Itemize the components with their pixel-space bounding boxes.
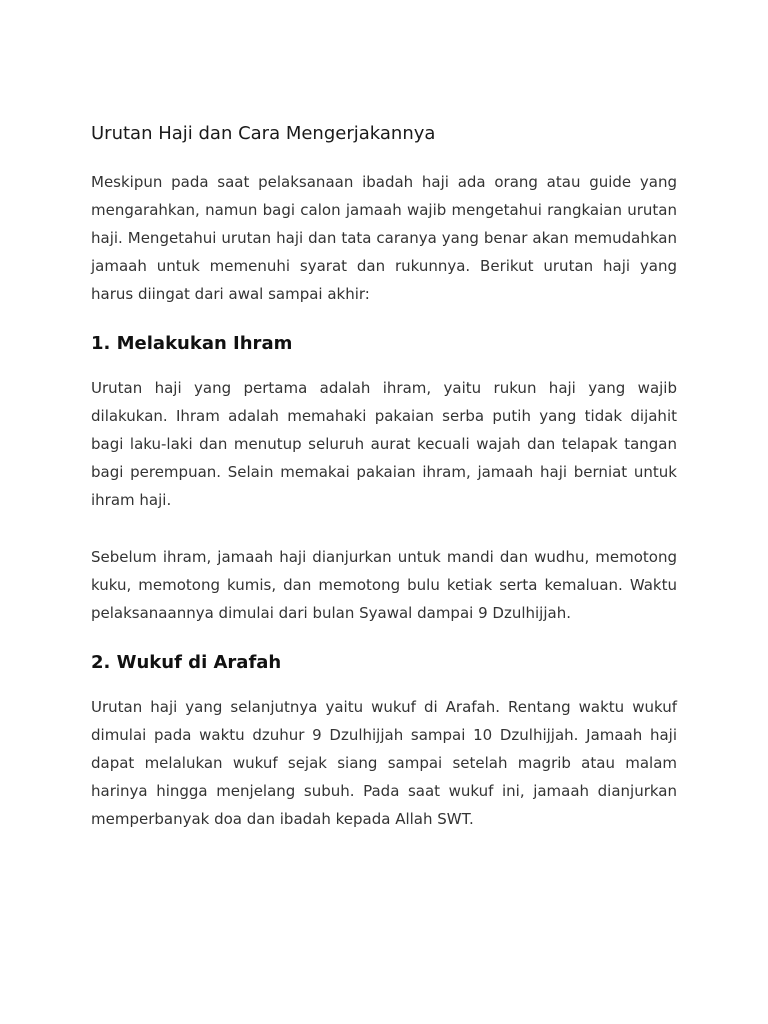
section-ihram-paragraph-2: Sebelum ihram, jamaah haji dianjurkan untuk mandi dan wudhu, memotong kuku, memotong kumis, dan memotong bulu ketiak serta kemaluan. Waktu pelaksanaannya dimulai dari bulan Syawal dampai 9 Dzulhijjah. xyxy=(91,548,677,622)
section-ihram-paragraph-1: Urutan haji yang pertama adalah ihram, yaitu rukun haji yang wajib dilakukan. Ihram adalah memahaki pakaian serba putih yang tidak dijahit bagi laku-laki dan menutup seluruh aurat kecuali wajah dan telapak tangan bagi perempuan. Selain memakai pakaian ihram, jamaah haji berniat untuk ihram haji. xyxy=(91,379,677,509)
document-title: Urutan Haji dan Cara Mengerjakannya xyxy=(91,123,436,144)
section-heading-wukuf: 2. Wukuf di Arafah xyxy=(91,652,282,673)
section-heading-ihram: 1. Melakukan Ihram xyxy=(91,333,293,354)
document-page xyxy=(91,120,677,833)
section-wukuf-paragraph-1: Urutan haji yang selanjutnya yaitu wukuf di Arafah. Rentang waktu wukuf dimulai pada waktu dzuhur 9 Dzulhijjah sampai 10 Dzulhijjah. Jamaah haji dapat melalukan wukuf sejak siang sampai setelah magrib atau malam harinya hingga menjelang subuh. Pada saat wukuf ini, jamaah dianjurkan memperbanyak doa dan ibadah kepada Allah SWT. xyxy=(91,698,677,828)
intro-paragraph: Meskipun pada saat pelaksanaan ibadah haji ada orang atau guide yang mengarahkan, namun bagi calon jamaah wajib mengetahui rangkaian urutan haji. Mengetahui urutan haji dan tata caranya yang benar akan memudahkan jamaah untuk memenuhi syarat dan rukunnya. Berikut urutan haji yang harus diingat dari awal sampai akhir: xyxy=(91,173,677,303)
